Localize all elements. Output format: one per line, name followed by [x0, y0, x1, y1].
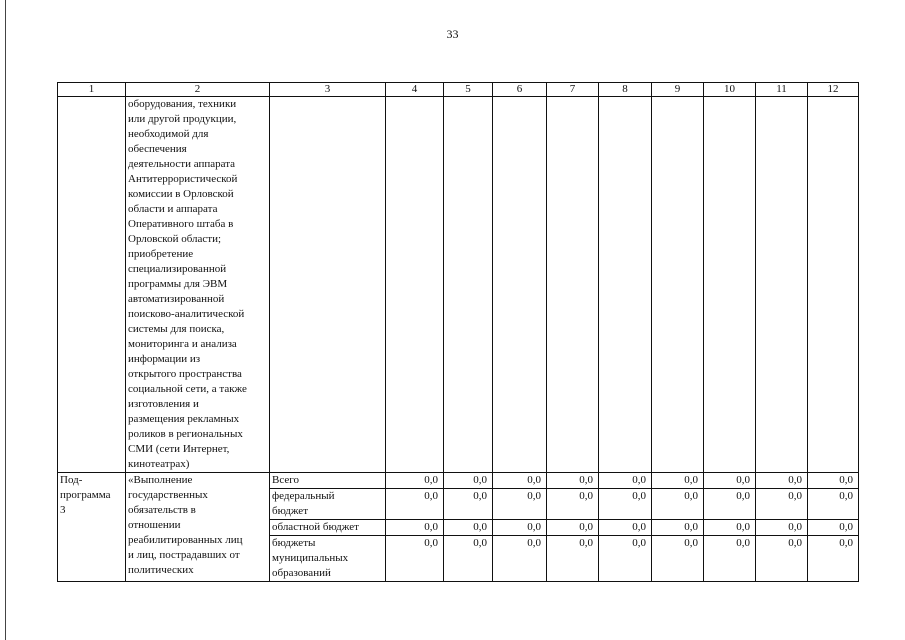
value-cell: 0,0 [386, 473, 444, 489]
value-cell: 0,0 [704, 473, 756, 489]
value-cell: 0,0 [652, 536, 704, 582]
empty-cell [704, 97, 756, 473]
header-cell: 12 [808, 83, 859, 97]
header-cell: 11 [756, 83, 808, 97]
header-cell: 3 [270, 83, 386, 97]
budget-table [57, 82, 859, 582]
header-cell: 7 [547, 83, 599, 97]
value-cell: 0,0 [493, 520, 547, 536]
header-cell: 10 [704, 83, 756, 97]
value-cell: 0,0 [652, 489, 704, 520]
value-cell: 0,0 [547, 489, 599, 520]
value-cell: 0,0 [652, 473, 704, 489]
continuation-row [58, 97, 859, 473]
value-cell: 0,0 [808, 489, 859, 520]
header-cell: 9 [652, 83, 704, 97]
header-cell: 5 [444, 83, 493, 97]
empty-cell [386, 97, 444, 473]
value-cell: 0,0 [493, 473, 547, 489]
value-cell: 0,0 [599, 489, 652, 520]
empty-cell [652, 97, 704, 473]
value-cell: 0,0 [547, 520, 599, 536]
subprogram-label: Под- программа 3 [58, 473, 126, 582]
empty-cell [58, 97, 126, 473]
empty-cell [547, 97, 599, 473]
value-cell: 0,0 [386, 489, 444, 520]
value-cell: 0,0 [756, 520, 808, 536]
value-cell: 0,0 [444, 489, 493, 520]
value-cell: 0,0 [493, 536, 547, 582]
value-cell: 0,0 [599, 520, 652, 536]
funding-source: федеральный бюджет [270, 489, 386, 520]
value-cell: 0,0 [704, 489, 756, 520]
measure-description: оборудования, техники или другой продукции, необходимой для обеспечения деятельности аппарата Антитеррористической комиссии в Орловской области и аппарата Оперативного штаба в Орловской области; приобретение специализированной программы для ЭВМ автоматизированной поисково-аналитической системы для поиска, мониторинга и анализа информации из открытого пространства социальной сети, а также изготовления и размещения рекламных роликов в региональных СМИ (сети Интернет, кинотеатрах) [126, 97, 270, 473]
header-cell: 1 [58, 83, 126, 97]
header-cell: 6 [493, 83, 547, 97]
value-cell: 0,0 [652, 520, 704, 536]
funding-source: Всего [270, 473, 386, 489]
table-header-row [58, 83, 859, 97]
value-cell: 0,0 [599, 536, 652, 582]
value-cell: 0,0 [444, 473, 493, 489]
value-cell: 0,0 [547, 473, 599, 489]
value-cell: 0,0 [808, 473, 859, 489]
empty-cell [493, 97, 547, 473]
value-cell: 0,0 [808, 520, 859, 536]
page-margin-rule [5, 0, 6, 640]
value-cell: 0,0 [756, 473, 808, 489]
value-cell: 0,0 [808, 536, 859, 582]
subprogram-title: «Выполнение государственных обязательств в отношении реабилитированных лиц и лиц, пострадавших от политических [126, 473, 270, 582]
value-cell: 0,0 [756, 536, 808, 582]
value-cell: 0,0 [444, 536, 493, 582]
header-cell: 8 [599, 83, 652, 97]
value-cell: 0,0 [704, 520, 756, 536]
value-cell: 0,0 [704, 536, 756, 582]
empty-cell [270, 97, 386, 473]
header-cell: 4 [386, 83, 444, 97]
empty-cell [599, 97, 652, 473]
header-cell: 2 [126, 83, 270, 97]
empty-cell [756, 97, 808, 473]
funding-source: бюджеты муниципальных образований [270, 536, 386, 582]
value-cell: 0,0 [386, 536, 444, 582]
empty-cell [808, 97, 859, 473]
value-cell: 0,0 [386, 520, 444, 536]
page-number: 33 [446, 27, 459, 41]
empty-cell [444, 97, 493, 473]
value-cell: 0,0 [444, 520, 493, 536]
subprogram-row-total [58, 473, 859, 489]
value-cell: 0,0 [599, 473, 652, 489]
funding-source: областной бюджет [270, 520, 386, 536]
value-cell: 0,0 [493, 489, 547, 520]
value-cell: 0,0 [756, 489, 808, 520]
value-cell: 0,0 [547, 536, 599, 582]
